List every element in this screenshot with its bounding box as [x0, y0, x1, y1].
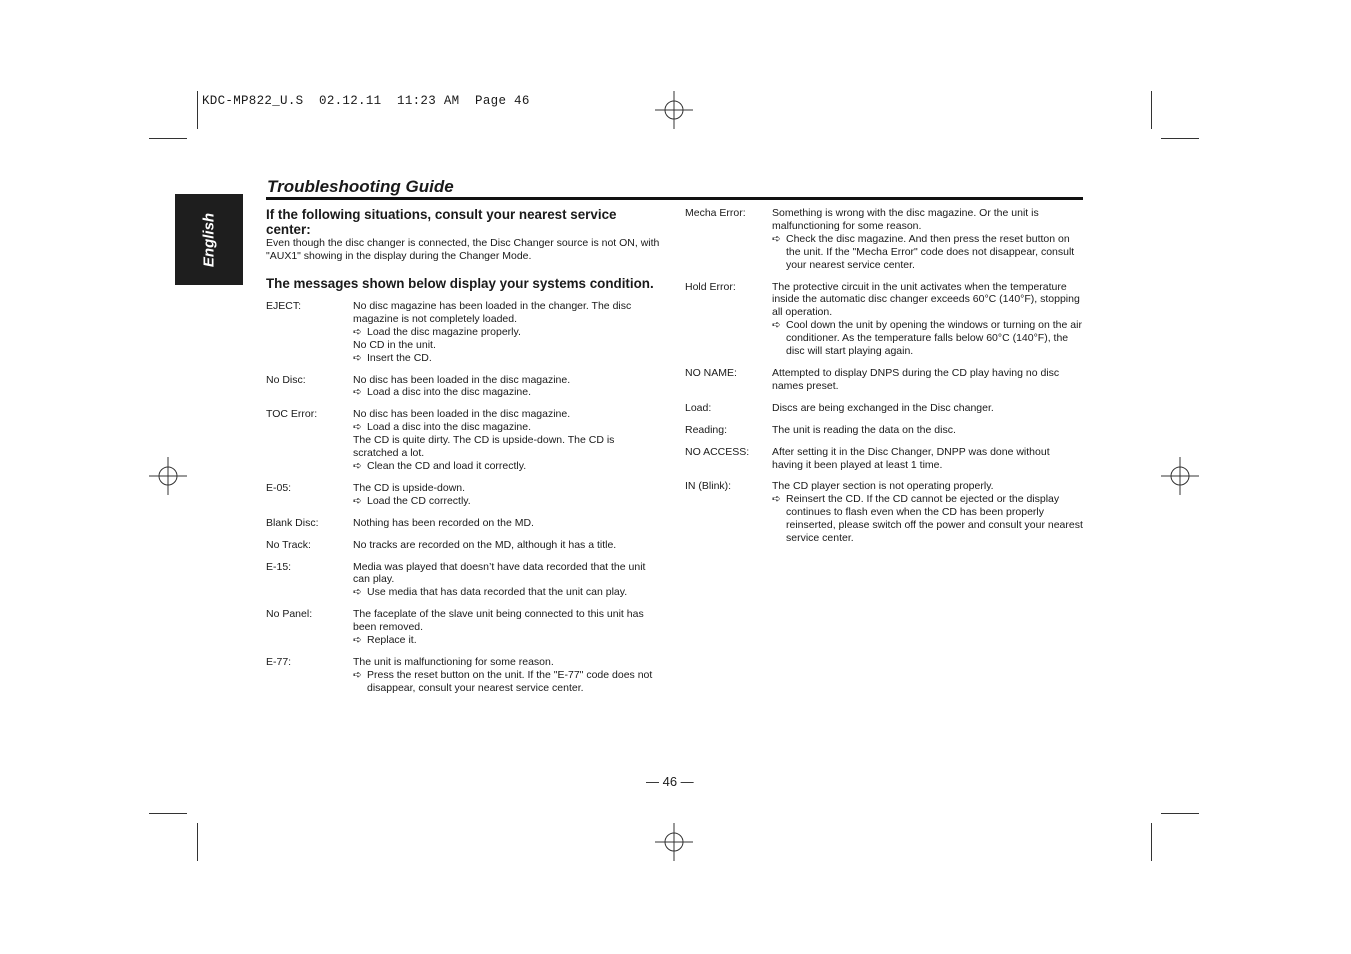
remedy-text: Clean the CD and load it correctly. [367, 459, 527, 472]
page-title: Troubleshooting Guide [267, 177, 454, 196]
message-item [266, 561, 662, 600]
message-item [685, 367, 1083, 393]
message-item [685, 424, 1083, 437]
message-term: Hold Error: [685, 280, 736, 293]
remedy-text: Press the reset button on the unit. If the "E-77" code does not disappear, consult your nearest service center. [367, 668, 653, 694]
remedy-line [353, 460, 662, 473]
remedy-line [353, 634, 662, 647]
crop-mark [197, 823, 198, 861]
remedy-text: Load a disc into the disc magazine. [367, 386, 532, 399]
registration-mark-icon [149, 457, 187, 495]
arrow-icon: ➪ [353, 421, 362, 434]
message-item [266, 408, 662, 473]
remedy-line [772, 493, 1083, 545]
remedy-text: Use media that has data recorded that the unit can play. [367, 586, 628, 599]
message-description [772, 424, 1083, 437]
message-description [772, 446, 1083, 472]
cause-line: No tracks are recorded on the MD, although it has a title. [353, 538, 617, 551]
cause-line: No CD in the unit. [353, 338, 436, 351]
cause-line: Discs are being exchanged in the Disc changer. [772, 401, 994, 414]
message-term: No Disc: [266, 373, 306, 386]
message-item [266, 656, 662, 695]
message-description [353, 408, 662, 473]
arrow-icon: ➪ [772, 319, 781, 332]
message-item [266, 482, 662, 508]
remedy-text: Load a disc into the disc magazine. [367, 421, 532, 434]
remedy-text: Load the disc magazine properly. [367, 325, 521, 338]
cause-line: The CD player section is not operating properly. [772, 480, 994, 493]
cause-line: Something is wrong with the disc magazine. Or the unit is malfunctioning for some reason. [772, 207, 1039, 232]
arrow-icon: ➪ [353, 494, 362, 507]
remedy-text: Cool down the unit by opening the windows or turning on the air conditioner. As the temperature falls below 60°C (140°F), the disc will start playing again. [786, 319, 1082, 358]
cause-line: The unit is malfunctioning for some reason. [353, 655, 554, 668]
arrow-icon: ➪ [353, 459, 362, 472]
message-term: No Panel: [266, 608, 313, 621]
message-description [353, 561, 662, 600]
language-tab-label: English [200, 212, 218, 267]
remedy-line [353, 386, 662, 399]
print-slug: KDC-MP822_U.S 02.12.11 11:23 AM Page 46 [202, 94, 530, 108]
message-description [353, 608, 662, 647]
message-term: Mecha Error: [685, 207, 746, 219]
crop-mark [149, 138, 187, 139]
message-term: NO NAME: [685, 366, 737, 379]
message-term: E-77: [266, 655, 292, 668]
registration-mark-icon [655, 91, 693, 129]
registration-mark-icon [1161, 457, 1199, 495]
message-description [353, 539, 662, 552]
cause-line: No disc has been loaded in the disc magazine. [353, 373, 571, 386]
message-term: TOC Error: [266, 408, 318, 421]
section-heading: The messages shown below display your systems condition. [266, 276, 654, 291]
crop-mark [1151, 91, 1152, 129]
message-term: NO ACCESS: [685, 445, 750, 458]
registration-mark-icon [655, 823, 693, 861]
crop-mark [197, 91, 198, 129]
message-term: Reading: [685, 423, 728, 436]
remedy-text: Replace it. [367, 634, 417, 647]
remedy-line [353, 421, 662, 434]
remedy-line [353, 495, 662, 508]
arrow-icon: ➪ [353, 634, 362, 647]
message-term: EJECT: [266, 300, 302, 312]
remedy-line [772, 233, 1083, 272]
message-description [353, 482, 662, 508]
cause-line: After setting it in the Disc Changer, DNPP was done without having it been played at least 1 time. [772, 445, 1050, 471]
message-term: Blank Disc: [266, 516, 319, 529]
remedy-text: Check the disc magazine. And then press the reset button on the unit. If the "Mecha Error" code does not disappear, consult your nearest service center. [786, 232, 1075, 271]
message-item [266, 374, 662, 400]
cause-line: The faceplate of the slave unit being connected to this unit has been removed. [353, 608, 644, 634]
section-text: Even though the disc changer is connected, the Disc Changer source is not ON, with "AUX1" showing in the display during the Changer Mode. [266, 237, 660, 262]
arrow-icon: ➪ [353, 351, 362, 364]
message-term: E-15: [266, 560, 292, 573]
cause-line: Nothing has been recorded on the MD. [353, 516, 534, 529]
crop-mark [149, 813, 187, 814]
message-term: No Track: [266, 538, 311, 551]
message-list [685, 207, 1083, 545]
arrow-icon: ➪ [353, 668, 362, 681]
message-description [772, 281, 1083, 358]
message-term: IN (Blink): [685, 480, 732, 493]
cause-line: The protective circuit in the unit activates when the temperature inside the automatic disc changer exceeds 60°C (140°F), stopping all operation. [772, 280, 1080, 319]
message-item [685, 446, 1083, 472]
message-description [772, 480, 1083, 545]
message-item [266, 300, 662, 365]
language-tab [175, 194, 243, 285]
message-description [353, 517, 662, 530]
crop-mark [1161, 138, 1199, 139]
arrow-icon: ➪ [772, 232, 781, 245]
arrow-icon: ➪ [353, 386, 362, 399]
cause-line: No disc magazine has been loaded in the changer. The disc magazine is not completely loaded. [353, 300, 632, 325]
remedy-text: Insert the CD. [367, 351, 432, 364]
message-item [685, 207, 1083, 272]
arrow-icon: ➪ [353, 325, 362, 338]
remedy-line [353, 669, 662, 695]
message-item [266, 517, 662, 530]
remedy-text: Load the CD correctly. [367, 494, 471, 507]
remedy-line [353, 326, 662, 339]
message-description [353, 656, 662, 695]
crop-mark [1161, 813, 1199, 814]
cause-line: The CD is quite dirty. The CD is upside-down. The CD is scratched a lot. [353, 434, 615, 460]
cause-line: The unit is reading the data on the disc. [772, 423, 956, 436]
remedy-line [353, 352, 662, 365]
message-item [685, 281, 1083, 358]
remedy-line [353, 586, 662, 599]
arrow-icon: ➪ [353, 586, 362, 599]
message-item [266, 539, 662, 552]
message-item [266, 608, 662, 647]
message-description [772, 402, 1083, 415]
message-list [266, 300, 662, 695]
crop-mark [1151, 823, 1152, 861]
message-description [353, 300, 662, 365]
section-heading: If the following situations, consult your nearest service center: [266, 207, 617, 237]
cause-line: The CD is upside-down. [353, 481, 466, 494]
right-column [685, 207, 1083, 554]
left-column [266, 207, 662, 704]
arrow-icon: ➪ [772, 493, 781, 506]
message-term: E-05: [266, 481, 292, 494]
cause-line: No disc has been loaded in the disc magazine. [353, 408, 571, 421]
remedy-line [772, 319, 1083, 358]
remedy-text: Reinsert the CD. If the CD cannot be ejected or the display continues to flash even when the CD has been properly reinserted, please switch off the power and consult your nearest service center. [786, 493, 1083, 545]
title-rule [266, 197, 1083, 200]
page-number: — 46 — [646, 774, 694, 789]
cause-line: Media was played that doesn’t have data recorded that the unit can play. [353, 560, 646, 586]
message-description [772, 207, 1083, 272]
message-term: Load: [685, 401, 712, 414]
message-description [353, 374, 662, 400]
message-description [772, 367, 1083, 393]
message-item [685, 480, 1083, 545]
message-item [685, 402, 1083, 415]
cause-line: Attempted to display DNPS during the CD play having no disc names preset. [772, 366, 1060, 392]
